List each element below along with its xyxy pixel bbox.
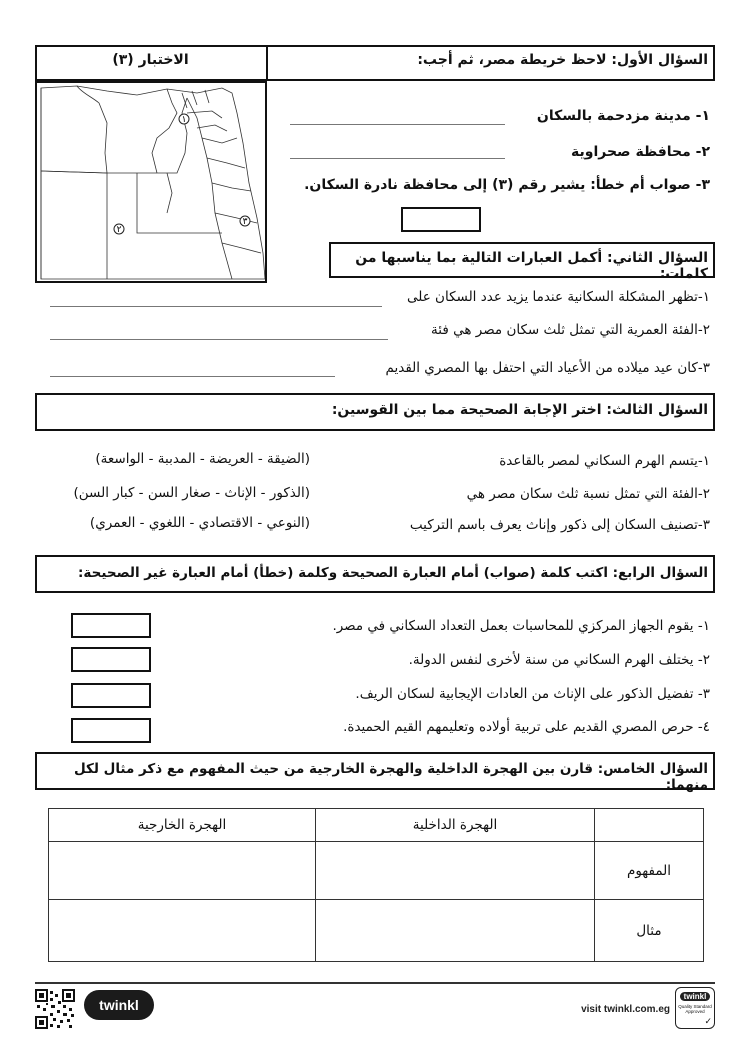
q4-answer-box-4[interactable] (71, 718, 151, 743)
egypt-map-outline (37, 83, 265, 281)
q2-answer-line-3[interactable] (50, 376, 335, 377)
q4-item-2: ٢- يختلف الهرم السكاني من سنة لأخرى لنفس الدولة. (408, 652, 710, 668)
visit-link[interactable]: visit twinkl.com.eg (581, 1004, 670, 1015)
q2-item-1: ١-تظهر المشكلة السكانية عندما يزيد عدد السكان على (406, 289, 710, 305)
q5-title: السؤال الخامس: قارن بين الهجرة الداخلية والهجرة الخارجية من حيث المفهوم مع ذكر مثال لكل منهما: (73, 761, 708, 793)
col-external-header: الهجرة الخارجية (49, 809, 316, 842)
map-marker-1-label: ١ (181, 115, 187, 125)
cell-example-external[interactable] (49, 900, 316, 962)
twinkl-logo (84, 990, 154, 1020)
q4-item-3: ٣- تفضيل الذكور على الإناث من العادات الإيجابية لسكان الريف. (355, 686, 710, 702)
q3-options-2: (الذكور - الإناث - صغار السن - كبار السن) (73, 485, 310, 501)
q1-answer-line-1[interactable] (290, 124, 505, 125)
q4-answer-box-2[interactable] (71, 647, 151, 672)
q3-title: السؤال الثالث: اختر الإجابة الصحيحة مما بين القوسين: (331, 402, 708, 418)
q2-answer-line-1[interactable] (50, 306, 382, 307)
qr-code-icon (35, 989, 75, 1029)
q2-title: السؤال الثاني: أكمل العبارات التالية بما يناسبها من كلمات: (355, 250, 708, 282)
q3-item-1: ١-يتسم الهرم السكاني لمصر بالقاعدة (499, 453, 710, 469)
q2-item-3: ٣-كان عيد ميلاده من الأعياد التي احتفل بها المصري القديم (385, 360, 710, 376)
egypt-map (35, 81, 267, 283)
q4-answer-box-3[interactable] (71, 683, 151, 708)
twinkl-logo-text: twinkl (99, 997, 139, 1013)
map-marker-3-label: ٣ (242, 217, 248, 227)
cell-example-internal[interactable] (316, 900, 595, 962)
cell-concept-internal[interactable] (316, 842, 595, 900)
q1-item-2: ٢- محافظة صحراوية (571, 144, 710, 160)
q3-item-2: ٢-الفئة التي تمثل نسبة ثلث سكان مصر هي (466, 486, 710, 502)
q3-item-3: ٣-تصنيف السكان إلى ذكور وإناث يعرف باسم التركيب (409, 517, 710, 533)
q4-title: السؤال الرابع: اكتب كلمة (صواب) أمام العبارة الصحيحة وكلمة (خطأ) أمام العبارة غير الصحيحة: (78, 565, 708, 581)
table-corner-cell (595, 809, 704, 842)
map-marker-2-label: ٢ (116, 225, 122, 235)
badge-text: Quality Standard Approved (678, 1004, 712, 1014)
q1-item-3: ٣- صواب أم خطأ: يشير رقم (٣) إلى محافظة نادرة السكان. (304, 177, 710, 193)
q4-item-4: ٤- حرص المصري القديم على تربية أولاده وتعليمهم القيم الحميدة. (343, 719, 710, 735)
row-concept-header: المفهوم (595, 842, 704, 900)
q3-options-1: (الضيقة - العريضة - المدببة - الواسعة) (95, 451, 310, 467)
q3-options-3: (النوعي - الاقتصادي - اللغوي - العمري) (89, 515, 310, 531)
q1-item-1: ١- مدينة مزدحمة بالسكان (536, 108, 710, 124)
q2-item-2: ٢-الفئة العمرية التي تمثل ثلث سكان مصر هي فئة (431, 322, 710, 338)
q2-answer-line-2[interactable] (50, 339, 388, 340)
cell-concept-external[interactable] (49, 842, 316, 900)
q4-item-1: ١- يقوم الجهاز المركزي للمحاسبات بعمل التعداد السكاني في مصر. (332, 618, 710, 634)
col-internal-header: الهجرة الداخلية (316, 809, 595, 842)
comparison-table (48, 808, 704, 962)
footer-divider (35, 982, 715, 984)
q1-title: السؤال الأول: لاحظ خريطة مصر، ثم أجب: (417, 52, 708, 68)
quality-badge (675, 987, 715, 1029)
q1-answer-box[interactable] (401, 207, 481, 232)
test-label: الاختبار (٣) (112, 52, 189, 68)
header-divider (266, 45, 268, 81)
check-icon: ✓ (704, 1017, 712, 1027)
badge-brand: twinkl (680, 992, 710, 1001)
q1-answer-line-2[interactable] (290, 158, 505, 159)
q4-answer-box-1[interactable] (71, 613, 151, 638)
row-example-header: مثال (595, 900, 704, 962)
